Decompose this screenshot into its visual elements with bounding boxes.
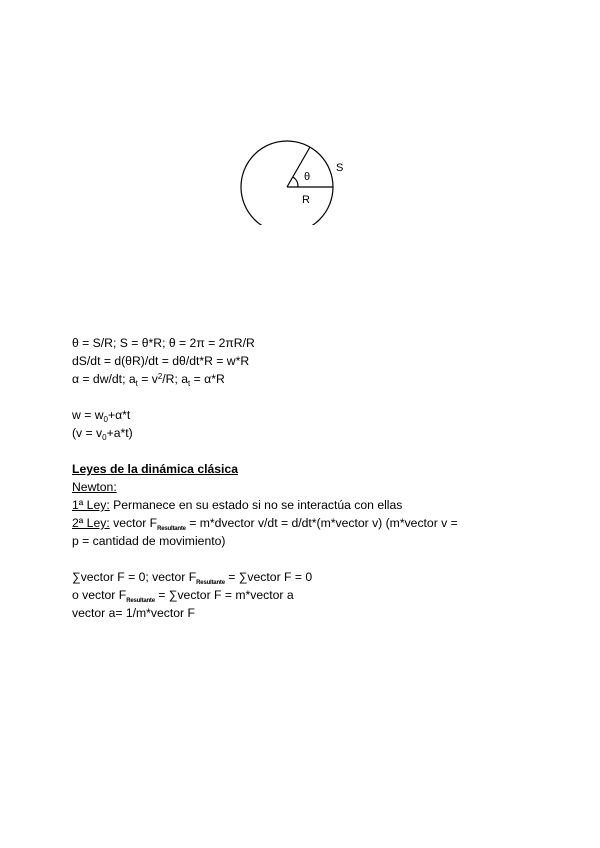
sum1-part-b: = ∑vector F = 0 xyxy=(224,570,313,584)
eq4-sub: 0 xyxy=(103,415,108,424)
second-law-part-a: vector F xyxy=(109,516,158,530)
eq3-sup: 2 xyxy=(157,372,163,381)
sum2-part-a: o vector F xyxy=(72,588,127,602)
second-law xyxy=(72,514,572,532)
eq3-part-c: /R; a xyxy=(162,372,189,386)
sum2-part-b: = ∑vector F = m*vector a xyxy=(154,588,294,602)
sum1-sub: Resultante xyxy=(196,580,225,586)
angle-arc xyxy=(293,177,298,187)
second-law-sub: Resultante xyxy=(157,526,186,532)
arc-length-label: S xyxy=(336,162,344,174)
equation-velocity: dS/dt = d(θR)/dt = dθ/dt*R = w*R xyxy=(72,354,250,368)
first-law-label: 1ª Ley: xyxy=(72,498,110,512)
eq4-part-a: w = w xyxy=(72,408,104,422)
sum-equation-1 xyxy=(72,568,572,586)
radius-label: R xyxy=(302,194,310,206)
eq3-part-d: = α*R xyxy=(190,372,225,386)
second-law-continued: p = cantidad de movimiento) xyxy=(72,534,226,548)
subheading-newton: Newton: xyxy=(72,480,117,494)
first-law-text: Permanece en su estado si no se interactúa con ellas xyxy=(109,498,403,512)
eq3-part-a: α = dw/dt; a xyxy=(72,372,136,386)
second-law-label: 2ª Ley: xyxy=(72,516,110,530)
sum2-sub: Resultante xyxy=(126,598,155,604)
eq5-part-a: (v = v xyxy=(72,426,103,440)
theta-label: θ xyxy=(304,171,311,183)
equation-angle: θ = S/R; S = θ*R; θ = 2π = 2πR/R xyxy=(72,336,255,350)
eq5-sub: 0 xyxy=(102,433,107,442)
circle xyxy=(241,141,333,225)
second-law-part-b: = m*dvector v/dt = d/dt*(m*vector v) (m*vector v = xyxy=(185,516,458,530)
document-body xyxy=(72,334,572,622)
eq3-sub-2: t xyxy=(188,379,191,388)
circle-diagram-svg xyxy=(230,140,370,225)
equation-acceleration xyxy=(72,370,572,388)
equation-linear-velocity xyxy=(72,424,572,442)
sum1-part-a: ∑vector F = 0; vector F xyxy=(72,570,197,584)
circle-diagram xyxy=(230,140,370,225)
eq3-sub-1: t xyxy=(135,379,138,388)
section-heading: Leyes de la dinámica clásica xyxy=(72,462,238,476)
first-law xyxy=(72,496,572,514)
eq4-part-b: +α*t xyxy=(107,408,131,422)
equation-angular-velocity xyxy=(72,406,572,424)
sum-equation-2 xyxy=(72,586,572,604)
eq3-part-b: = v xyxy=(137,372,158,386)
eq5-part-b: +a*t) xyxy=(106,426,133,440)
sum-equation-3: vector a= 1/m*vector F xyxy=(72,606,195,620)
